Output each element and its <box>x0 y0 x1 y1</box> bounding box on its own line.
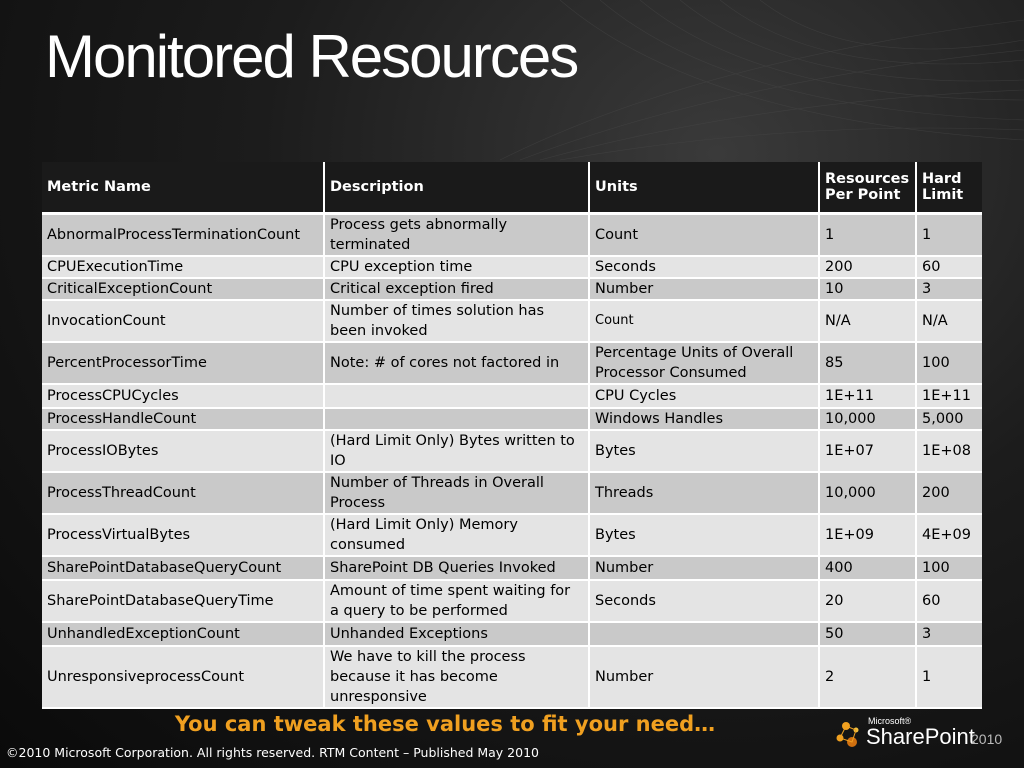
resources-per-point-cell: 200 <box>819 256 916 278</box>
hard-limit-cell: N/A <box>916 300 982 342</box>
units-cell: Number <box>589 556 819 580</box>
resources-per-point-cell: 1E+07 <box>819 430 916 472</box>
hard-limit-cell: 1E+11 <box>916 384 982 408</box>
description-cell: Critical exception fired <box>324 278 589 300</box>
units-cell: CPU Cycles <box>589 384 819 408</box>
metric-name-cell: SharePointDatabaseQueryTime <box>42 580 324 622</box>
metric-name-cell: ProcessThreadCount <box>42 472 324 514</box>
resources-per-point-cell: 1 <box>819 214 916 257</box>
description-cell <box>324 384 589 408</box>
description-cell: Number of Threads in Overall Process <box>324 472 589 514</box>
description-cell: (Hard Limit Only) Bytes written to IO <box>324 430 589 472</box>
metric-name-cell: CriticalExceptionCount <box>42 278 324 300</box>
metric-name-cell: CPUExecutionTime <box>42 256 324 278</box>
resources-per-point-cell: 10,000 <box>819 408 916 430</box>
resources-per-point-cell: 1E+11 <box>819 384 916 408</box>
hard-limit-cell: 100 <box>916 556 982 580</box>
hard-limit-cell: 5,000 <box>916 408 982 430</box>
table-row <box>42 556 982 580</box>
table-row <box>42 622 982 646</box>
sharepoint-logo-icon <box>834 718 864 752</box>
description-cell: CPU exception time <box>324 256 589 278</box>
description-cell: SharePoint DB Queries Invoked <box>324 556 589 580</box>
table-row <box>42 646 982 708</box>
column-header-hard-limit: Hard Limit <box>916 162 982 214</box>
units-cell: Bytes <box>589 430 819 472</box>
units-cell: Count <box>589 300 819 342</box>
units-cell <box>589 622 819 646</box>
resources-per-point-cell: 400 <box>819 556 916 580</box>
description-cell: Unhanded Exceptions <box>324 622 589 646</box>
resources-per-point-cell: 1E+09 <box>819 514 916 556</box>
table-header-row <box>42 162 982 214</box>
hard-limit-cell: 1E+08 <box>916 430 982 472</box>
metric-name-cell: ProcessHandleCount <box>42 408 324 430</box>
resources-per-point-cell: N/A <box>819 300 916 342</box>
description-cell: We have to kill the process because it has become unresponsive <box>324 646 589 708</box>
copyright-footer: ©2010 Microsoft Corporation. All rights reserved. RTM Content – Published May 2010 <box>6 745 539 760</box>
units-cell: Number <box>589 278 819 300</box>
hard-limit-cell: 3 <box>916 278 982 300</box>
description-cell: Number of times solution has been invoked <box>324 300 589 342</box>
units-cell: Count <box>589 214 819 257</box>
hard-limit-cell: 200 <box>916 472 982 514</box>
table-row <box>42 580 982 622</box>
resources-per-point-cell: 20 <box>819 580 916 622</box>
table-row <box>42 384 982 408</box>
hard-limit-cell: 1 <box>916 646 982 708</box>
metric-name-cell: UnhandledExceptionCount <box>42 622 324 646</box>
units-cell: Seconds <box>589 580 819 622</box>
description-cell: Note: # of cores not factored in <box>324 342 589 384</box>
tagline: You can tweak these values to fit your need… <box>174 712 716 736</box>
metric-name-cell: PercentProcessorTime <box>42 342 324 384</box>
metric-name-cell: ProcessVirtualBytes <box>42 514 324 556</box>
table-row <box>42 300 982 342</box>
logo-product-name: SharePoint <box>866 724 975 749</box>
slide-title: Monitored Resources <box>45 23 578 90</box>
metric-name-cell: InvocationCount <box>42 300 324 342</box>
metric-name-cell: ProcessIOBytes <box>42 430 324 472</box>
units-cell: Percentage Units of Overall Processor Consumed <box>589 342 819 384</box>
table-row <box>42 256 982 278</box>
units-cell: Windows Handles <box>589 408 819 430</box>
metric-name-cell: ProcessCPUCycles <box>42 384 324 408</box>
description-cell <box>324 408 589 430</box>
units-cell: Seconds <box>589 256 819 278</box>
hard-limit-cell: 3 <box>916 622 982 646</box>
monitored-resources-table <box>42 162 982 709</box>
units-cell: Number <box>589 646 819 708</box>
table-row <box>42 214 982 257</box>
column-header-units: Units <box>589 162 819 214</box>
metric-name-cell: AbnormalProcessTerminationCount <box>42 214 324 257</box>
logo-year: 2010 <box>971 731 1003 747</box>
units-cell: Threads <box>589 472 819 514</box>
hard-limit-cell: 100 <box>916 342 982 384</box>
hard-limit-cell: 1 <box>916 214 982 257</box>
table-row <box>42 408 982 430</box>
hard-limit-cell: 4E+09 <box>916 514 982 556</box>
resources-per-point-cell: 10,000 <box>819 472 916 514</box>
table-row <box>42 342 982 384</box>
resources-per-point-cell: 2 <box>819 646 916 708</box>
resources-per-point-cell: 85 <box>819 342 916 384</box>
units-cell: Bytes <box>589 514 819 556</box>
description-cell: Amount of time spent waiting for a query to be performed <box>324 580 589 622</box>
table-row <box>42 472 982 514</box>
column-header-metric-name: Metric Name <box>42 162 324 214</box>
resources-per-point-cell: 10 <box>819 278 916 300</box>
description-cell: (Hard Limit Only) Memory consumed <box>324 514 589 556</box>
metric-name-cell: SharePointDatabaseQueryCount <box>42 556 324 580</box>
table-row <box>42 514 982 556</box>
table-row <box>42 430 982 472</box>
hard-limit-cell: 60 <box>916 256 982 278</box>
hard-limit-cell: 60 <box>916 580 982 622</box>
resources-per-point-cell: 50 <box>819 622 916 646</box>
table-row <box>42 278 982 300</box>
column-header-description: Description <box>324 162 589 214</box>
description-cell: Process gets abnormally terminated <box>324 214 589 257</box>
column-header-resources-per-point: Resources Per Point <box>819 162 916 214</box>
logo-microsoft-text: Microsoft® <box>868 716 912 726</box>
metric-name-cell: UnresponsiveprocessCount <box>42 646 324 708</box>
sharepoint-logo <box>834 716 1014 756</box>
